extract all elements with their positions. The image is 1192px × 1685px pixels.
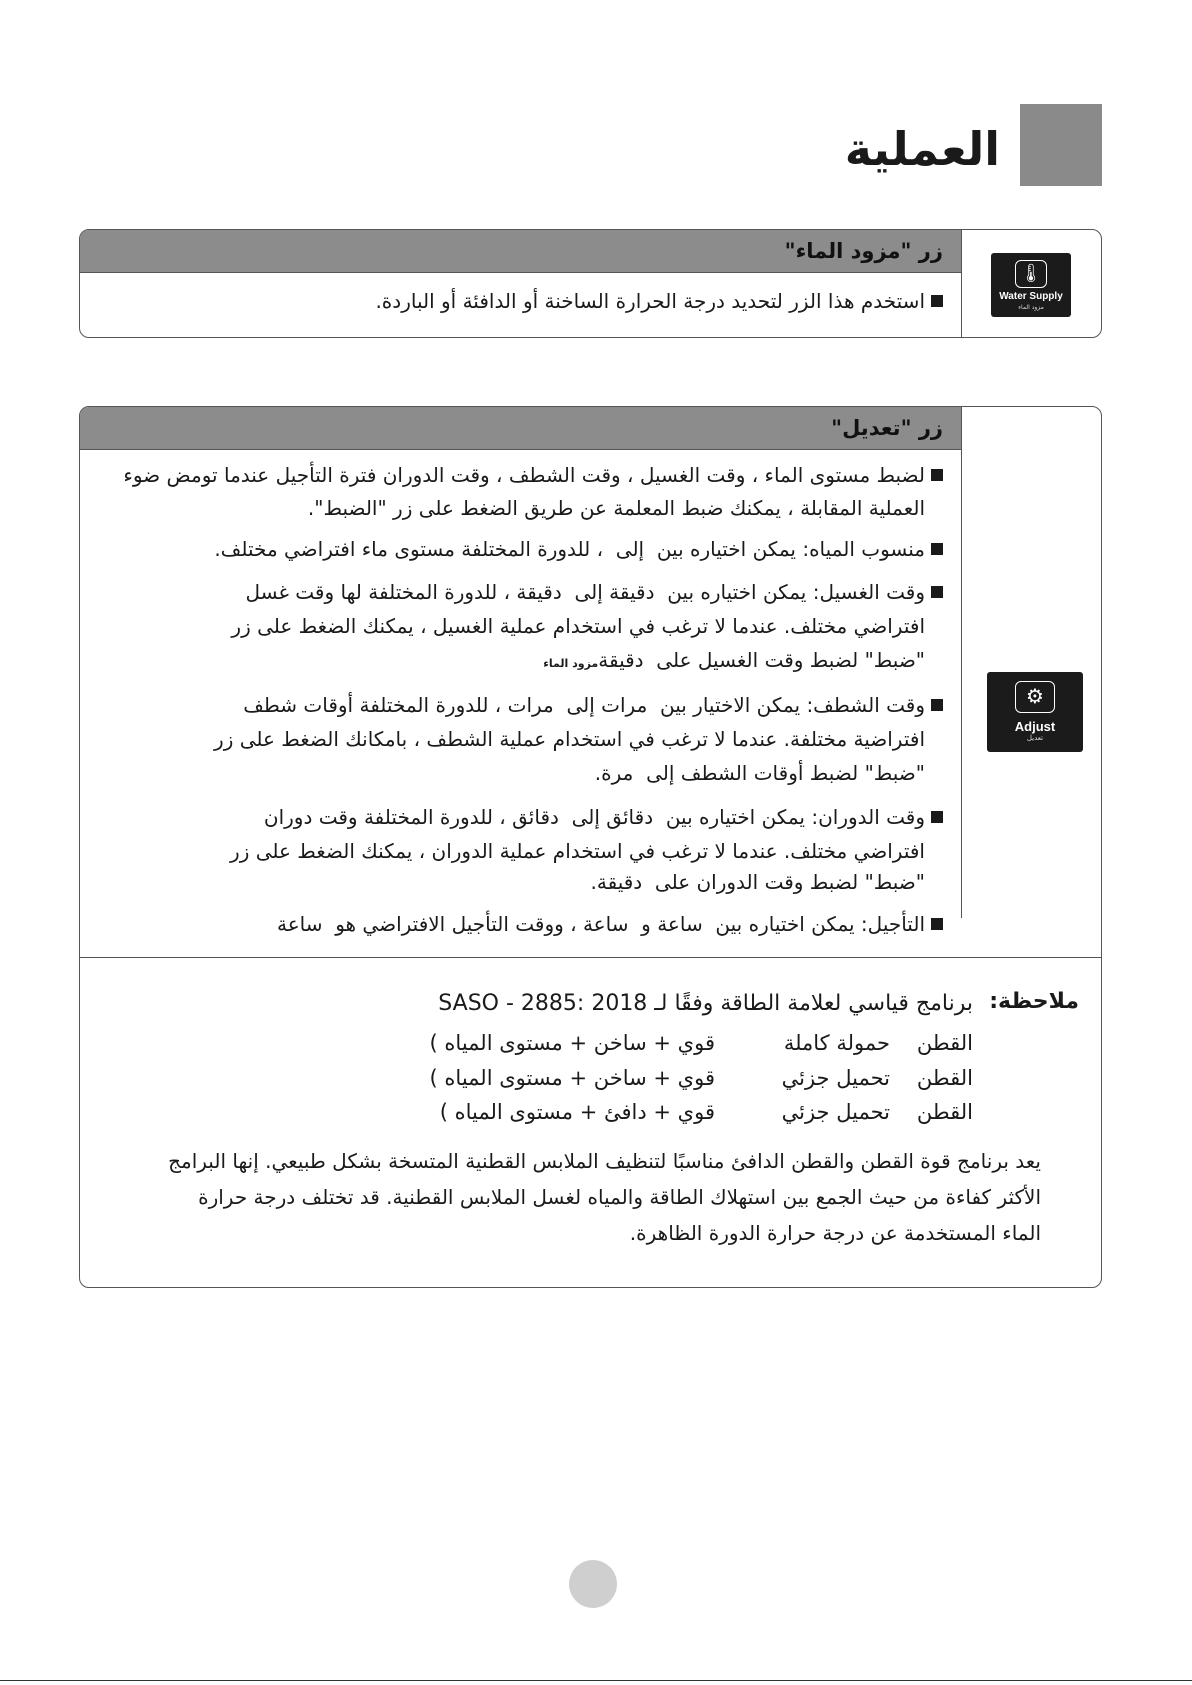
water-supply-header-text: زر "مزود الماء" [784, 239, 943, 263]
program-row: القطنتحميل جزئيقوي + دافئ + مستوى المياه ) [439, 1100, 973, 1124]
water-supply-section [79, 229, 1102, 338]
note-paragraph-line: الأكثر كفاءة من حيث الجمع بين استهلاك الطاقة والمياه لغسل الملابس القطنية. قد تختلف درجة حرارة [198, 1185, 1041, 1209]
gear-icon: ⚙ [1015, 681, 1055, 713]
water-supply-button-icon [991, 253, 1071, 317]
note-label: ملاحظة: [989, 989, 1079, 1014]
water-supply-icon-column [961, 230, 1101, 337]
adjust-line-4: وقت الغسيل: يمكن اختياره بين ‍ دقيقة إلى ‍ دقيقة ، للدورة المختلفة لها وقت غسل [245, 580, 943, 604]
water-supply-header [80, 230, 961, 273]
section-divider [80, 957, 1101, 958]
adjust-button-sublabel: تعديل [1026, 734, 1044, 742]
water-supply-line: استخدم هذا الزر لتحديد درجة الحرارة الساخنة أو الدافئة أو الباردة. [375, 289, 943, 313]
adjust-line-3: منسوب المياه: يمكن اختياره بين ‍ إلى ‍ ، للدورة المختلفة مستوى ماء افتراضي مختلف. [214, 537, 943, 561]
note-paragraph-line: يعد برنامج قوة القطن والقطن الدافئ مناسبًا لتنظيف الملابس القطنية المتسخة بشكل طبيعي. إنها البرامج [168, 1149, 1041, 1173]
adjust-line-1: لضبط مستوى الماء ، وقت الغسيل ، وقت الشطف ، وقت الدوران فترة التأجيل عندما تومض ضوء [123, 463, 943, 487]
program-row: القطنتحميل جزئيقوي + ساخن + مستوى المياه ) [429, 1066, 973, 1090]
adjust-line-6: "ضبط" لضبط وقت الغسيل على ‍ دقيقةمزود الماء [543, 648, 925, 672]
note-line: برنامج قياسي لعلامة الطاقة وفقًا لـ SASO - 2885: 2018 [438, 991, 973, 1016]
water-supply-button-sublabel: مزود الماء [1018, 304, 1044, 311]
page-title-block [844, 104, 1102, 192]
page-number-circle [569, 1560, 617, 1608]
adjust-line-8: افتراضية مختلفة. عندما لا ترغب في استخدام عملية الشطف ، بامكانك الضغط على زر [214, 727, 925, 751]
bullet-icon [931, 295, 943, 307]
page-title: العملية [844, 122, 1000, 176]
water-supply-button-label: Water Supply [999, 291, 1063, 302]
adjust-line-11: افتراضي مختلف. عندما لا ترغب في استخدام عملية الدوران ، يمكنك الضغط على زر [230, 839, 925, 863]
adjust-line-9: "ضبط" لضبط أوقات الشطف إلى ‍ مرة. [594, 761, 925, 785]
adjust-button-label: Adjust [1014, 719, 1056, 734]
program-row: القطنحمولة كاملةقوي + ساخن + مستوى المياه ) [429, 1031, 973, 1055]
adjust-icon-column [961, 407, 1101, 918]
title-square [1020, 104, 1102, 186]
bullet-icon [931, 543, 943, 555]
bullet-icon [931, 699, 943, 711]
adjust-line-2: العملية المقابلة ، يمكنك ضبط المعلمة عن طريق الضغط على زر "الضبط". [307, 496, 925, 520]
bullet-icon [931, 469, 943, 481]
thermometer-icon: 🌡 [1015, 260, 1047, 288]
adjust-button-icon [987, 672, 1083, 752]
adjust-line-13: التأجيل: يمكن اختياره بين ‍ ساعة و ‍ ساعة ، ووقت التأجيل الافتراضي هو ‍ ساعة [277, 912, 943, 936]
adjust-section [79, 406, 1102, 1288]
bullet-icon [931, 811, 943, 823]
bullet-icon [931, 918, 943, 930]
adjust-header [80, 407, 961, 450]
adjust-line-12: "ضبط" لضبط وقت الدوران على ‍ دقيقة. [590, 870, 925, 894]
adjust-line-7: وقت الشطف: يمكن الاختيار بين ‍ مرات إلى ‍ مرات ، للدورة المختلفة أوقات شطف [243, 693, 943, 717]
adjust-line-10: وقت الدوران: يمكن اختياره بين ‍ دقائق إلى ‍ دقائق ، للدورة المختلفة وقت دوران [264, 805, 943, 829]
note-paragraph-line: الماء المستخدمة عن درجة حرارة الدورة الظاهرة. [629, 1221, 1041, 1245]
inline-tag: مزود الماء [543, 657, 599, 670]
bullet-icon [931, 586, 943, 598]
adjust-line-5: افتراضي مختلف. عندما لا ترغب في استخدام عملية الغسيل ، يمكنك الضغط على زر [231, 614, 925, 638]
bottom-rule [0, 1680, 1192, 1681]
adjust-header-text: زر "تعديل" [831, 416, 943, 440]
